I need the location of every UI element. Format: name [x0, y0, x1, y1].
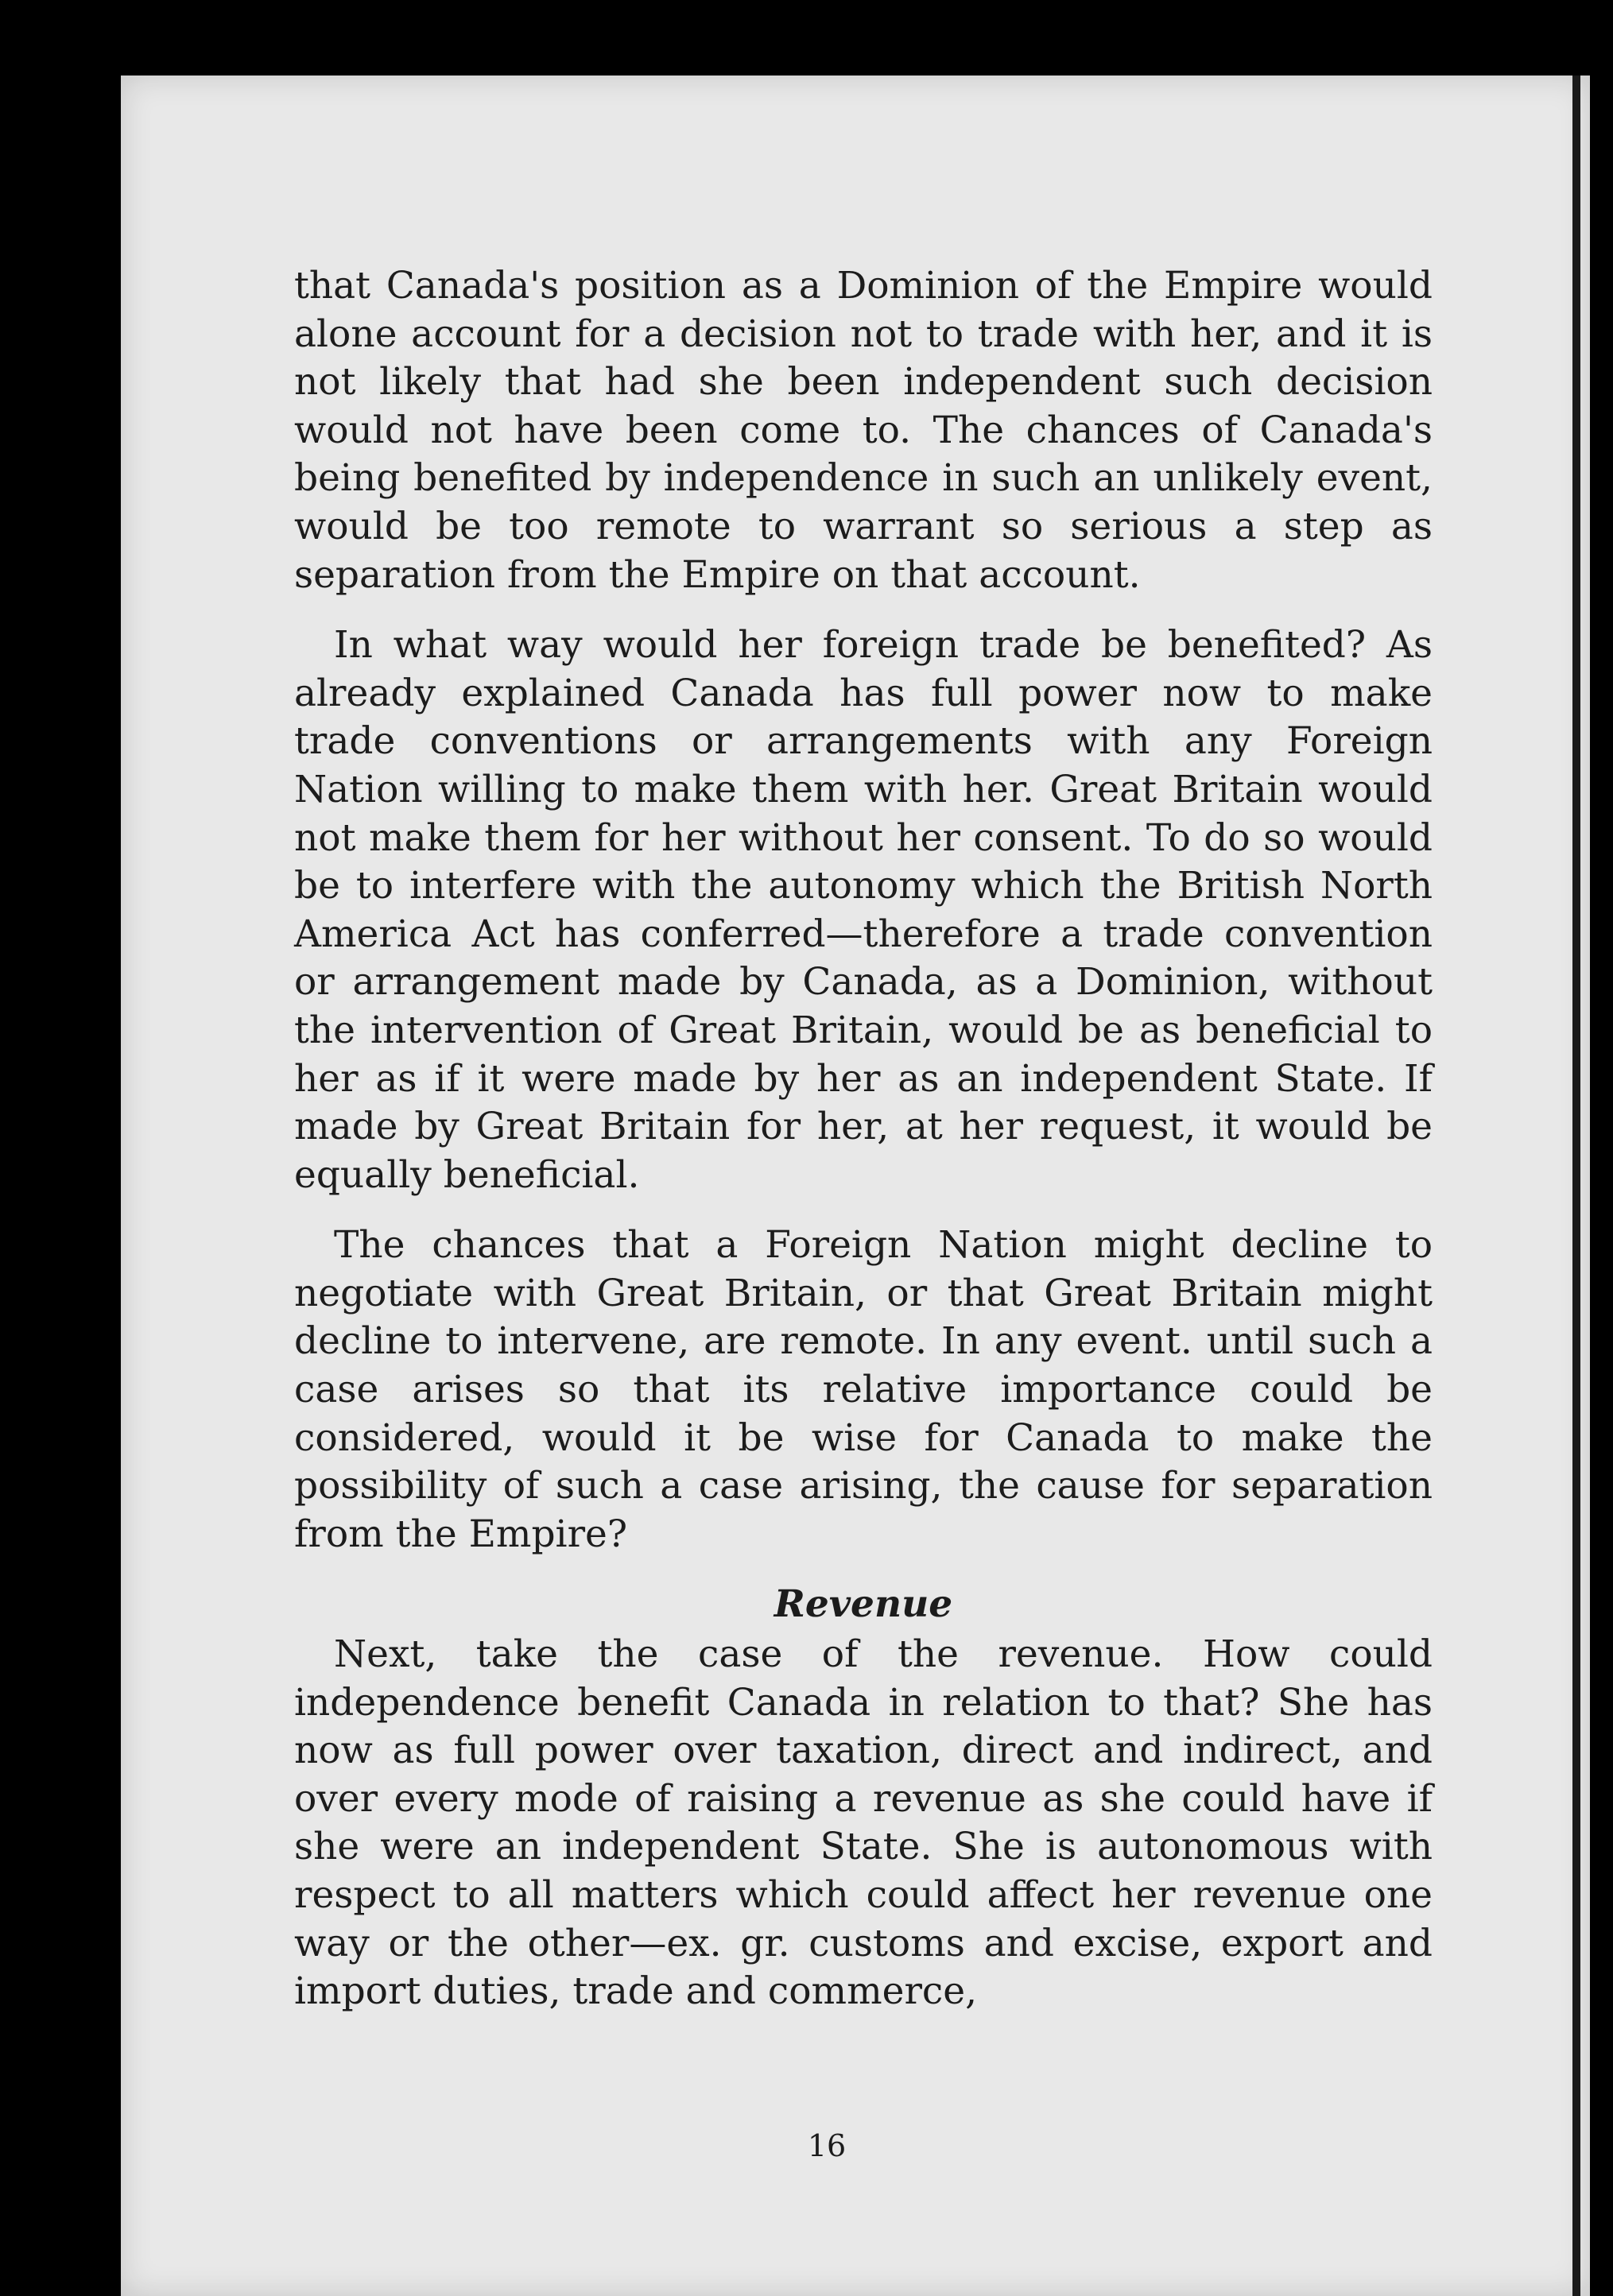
paragraph-chances: The chances that a Foreign Nation might decline to negotiate with Great Britain, or that Great Britain might decline to intervene, are remote. In any event. until such a case arises so that its relative importance could be considered, would it be wise for Canada to make the possibility of such a case arising, the cause for separation from the Empire? [294, 1223, 1433, 1556]
paragraph-revenue: Next, take the case of the revenue. How could independence benefit Canada in relation to that? She has now as full power over taxation, direct and indirect, and over every mode of raising a revenue as she could have if she were an independent State. She is autonomous with respect to all matters which could affect her revenue one way or the other—ex. gr. customs and excise, export and import duties, trade and commerce, [294, 1632, 1433, 2014]
page-edge-shadow [1572, 76, 1580, 2296]
paragraph-continuation: that Canada's position as a Dominion of the Empire would alone account for a decision not to trade with her, and it is not likely that had she been independent such decision would not have been come to. The chances of Canada's being benefited by independence in such an unlikely event, would be too remote to warrant so serious a step as separation from the Empire on that account. [294, 264, 1433, 597]
page-number: 16 [807, 2128, 847, 2163]
page-body-text [294, 262, 1433, 2039]
paragraph-foreign-trade: In what way would her foreign trade be benefited? As already explained Canada has full power now to make trade conventions or arrangements with any Foreign Nation willing to make them with her. Great Britain would not make them for her without her consent. To do so would be to interfere with the autonomy which the British North America Act has conferred—therefore a trade convention or arrangement made by Canada, as a Dominion, without the intervention of Great Britain, would be as beneficial to her as if it were made by her as an independent State. If made by Great Britain for her, at her request, it would be equally beneficial. [294, 623, 1433, 1197]
section-heading-revenue: Revenue [774, 1582, 953, 1627]
